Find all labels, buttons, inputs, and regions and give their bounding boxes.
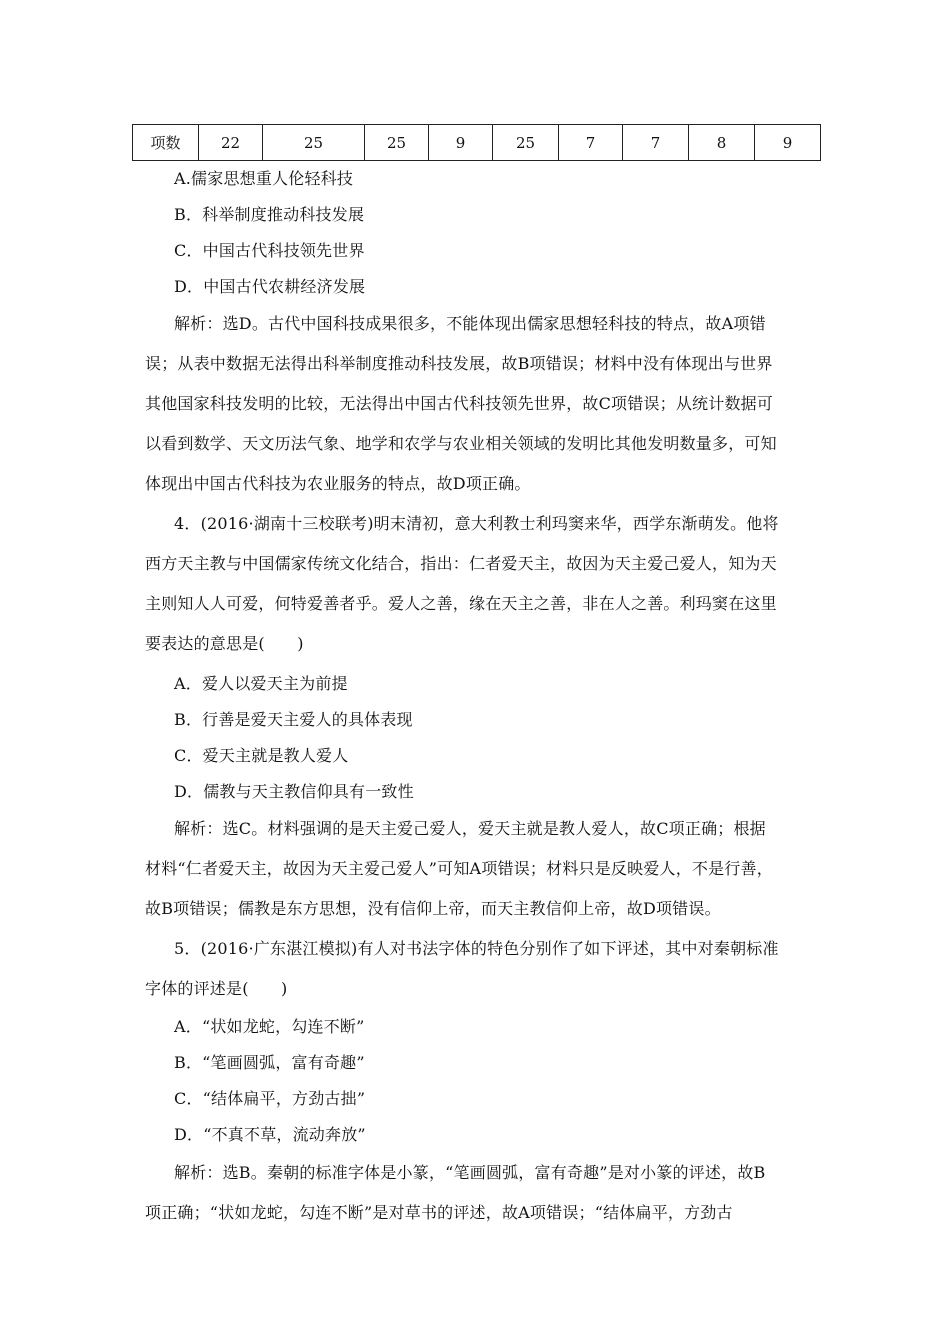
- q4-analysis-line: 解析：选C。材料强调的是天主爱己爱人，爱天主就是教人爱人，故C项正确；根据: [174, 819, 766, 838]
- q3-analysis-line: 体现出中国古代科技为农业服务的特点，故D项正确。: [145, 474, 531, 493]
- q3-option-a: A.儒家思想重人伦轻科技: [174, 169, 354, 188]
- table-cell: 22: [199, 125, 263, 161]
- q4-option-c: C．爱天主就是教人爱人: [174, 746, 349, 765]
- table-cell: 25: [493, 125, 559, 161]
- q5-option-a: A．“状如龙蛇，勾连不断”: [174, 1017, 365, 1036]
- table-cell: 25: [365, 125, 429, 161]
- q5-stem-line: 5．(2016·广东湛江模拟)有人对书法字体的特色分别作了如下评述，其中对秦朝标准: [174, 939, 779, 958]
- q4-option-d: D．儒教与天主教信仰具有一致性: [174, 782, 414, 801]
- q4-stem-line: 4．(2016·湖南十三校联考)明末清初，意大利教士利玛窦来华，西学东渐萌发。他将: [174, 514, 779, 533]
- q5-option-c: C．“结体扁平，方劲古拙”: [174, 1089, 366, 1108]
- q3-option-c: C．中国古代科技领先世界: [174, 241, 365, 260]
- table-cell: 7: [559, 125, 623, 161]
- q4-option-b: B．行善是爱天主爱人的具体表现: [174, 710, 413, 729]
- q5-stem-line: 字体的评述是( ): [145, 979, 288, 998]
- q3-analysis-line: 以看到数学、天文历法气象、地学和农学与农业相关领域的发明比其他发明数量多，可知: [145, 434, 777, 453]
- q5-analysis-line: 解析：选B。秦朝的标准字体是小篆，“笔画圆弧，富有奇趣”是对小篆的评述，故B: [174, 1163, 766, 1182]
- table-cell: 25: [263, 125, 365, 161]
- q5-option-d: D．“不真不草，流动奔放”: [174, 1125, 366, 1144]
- table-row: [133, 125, 821, 161]
- table-cell: 9: [755, 125, 821, 161]
- q3-analysis-line: 其他国家科技发明的比较，无法得出中国古代科技领先世界，故C项错误；从统计数据可: [145, 394, 774, 413]
- q5-option-b: B．“笔画圆弧，富有奇趣”: [174, 1053, 365, 1072]
- q4-analysis-line: 材料“仁者爱天主，故因为天主爱己爱人”可知A项错误；材料只是反映爱人，不是行善，: [145, 859, 773, 878]
- q4-analysis-line: 故B项错误；儒教是东方思想，没有信仰上帝，而天主教信仰上帝，故D项错误。: [145, 899, 721, 918]
- q3-option-d: D．中国古代农耕经济发展: [174, 277, 366, 296]
- q3-option-b: B．科举制度推动科技发展: [174, 205, 365, 224]
- table-cell: 8: [689, 125, 755, 161]
- q3-analysis-line: 解析：选D。古代中国科技成果很多，不能体现出儒家思想轻科技的特点，故A项错: [174, 314, 766, 333]
- table-cell: 9: [429, 125, 493, 161]
- statistics-table: [132, 124, 821, 161]
- q4-stem-line: 西方天主教与中国儒家传统文化结合，指出：仁者爱天主，故因为天主爱己爱人，知为天: [145, 554, 777, 573]
- table-cell: 7: [623, 125, 689, 161]
- q4-option-a: A．爱人以爱天主为前提: [174, 674, 348, 693]
- q4-stem-line: 要表达的意思是( ): [145, 634, 304, 653]
- row-label-cell: 项数: [133, 125, 199, 161]
- q4-stem-line: 主则知人人可爱，何特爱善者乎。爱人之善，缘在天主之善，非在人之善。利玛窦在这里: [145, 594, 777, 613]
- q5-analysis-line: 项正确；“状如龙蛇，勾连不断”是对草书的评述，故A项错误；“结体扁平，方劲古: [145, 1203, 733, 1222]
- q3-analysis-line: 误；从表中数据无法得出科举制度推动科技发展，故B项错误；材料中没有体现出与世界: [145, 354, 773, 373]
